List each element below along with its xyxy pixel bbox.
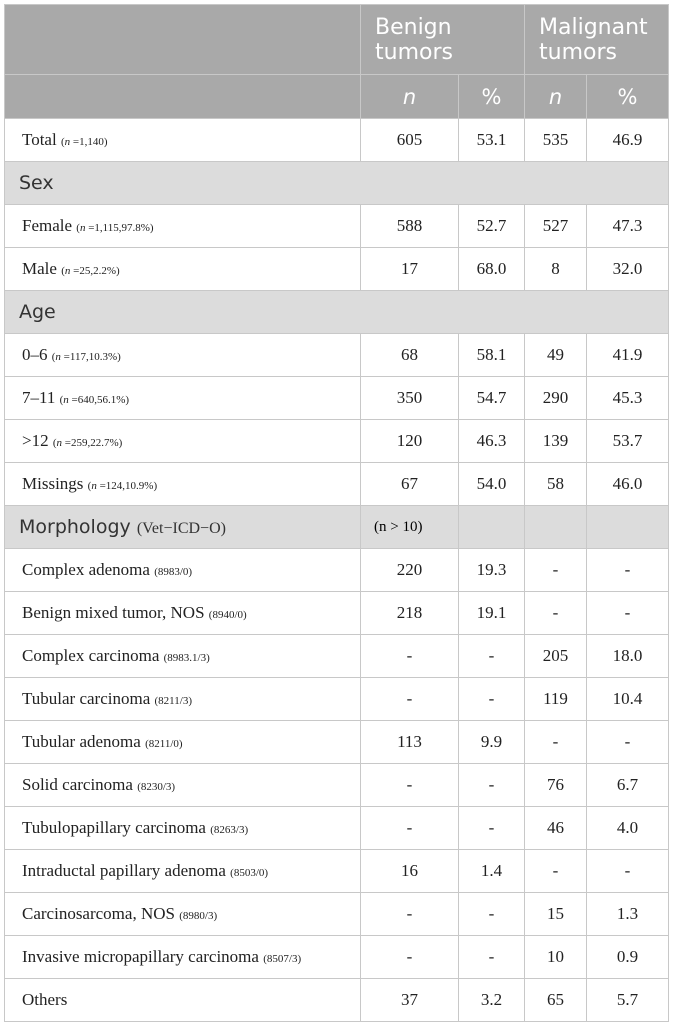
malignant-n: 527 <box>525 205 587 248</box>
malignant-n: - <box>525 721 587 764</box>
malignant-pct: 10.4 <box>587 678 669 721</box>
table-row <box>5 549 669 592</box>
benign-pct: 52.7 <box>459 205 525 248</box>
label-text: Tubulopapillary carcinoma <box>22 818 206 837</box>
benign-pct: - <box>459 678 525 721</box>
malignant-n: 205 <box>525 635 587 678</box>
benign-n: 218 <box>361 592 459 635</box>
benign-pct: 19.1 <box>459 592 525 635</box>
malignant-pct: 5.7 <box>587 979 669 1022</box>
malignant-pct: - <box>587 850 669 893</box>
section-sex <box>5 162 669 205</box>
row-label <box>5 205 361 248</box>
header-benign-n: n <box>361 75 459 119</box>
table-row <box>5 936 669 979</box>
row-label <box>5 248 361 291</box>
label-text: Missings <box>22 474 84 493</box>
benign-n: - <box>361 764 459 807</box>
malignant-pct: 47.3 <box>587 205 669 248</box>
label-text: Male <box>22 259 57 278</box>
benign-pct: - <box>459 936 525 979</box>
n-note: (n =25,2.2%) <box>61 265 120 277</box>
row-label <box>5 119 361 162</box>
label-text: Complex carcinoma <box>22 646 160 665</box>
benign-pct: - <box>459 635 525 678</box>
n-note: (n =124,10.9%) <box>87 480 158 492</box>
morphology-code: (8230/3) <box>137 781 176 793</box>
benign-pct: 68.0 <box>459 248 525 291</box>
benign-pct: - <box>459 893 525 936</box>
morphology-code: (8211/0) <box>145 738 183 750</box>
morphology-code: (8503/0) <box>230 867 269 879</box>
table-row <box>5 807 669 850</box>
malignant-pct: 0.9 <box>587 936 669 979</box>
label-text: Others <box>22 990 68 1009</box>
malignant-n: 46 <box>525 807 587 850</box>
malignant-n: 76 <box>525 764 587 807</box>
row-label <box>5 764 361 807</box>
section-title-sex: Sex <box>5 162 669 205</box>
morphology-code: (8507/3) <box>263 953 302 965</box>
section-title-age: Age <box>5 291 669 334</box>
benign-n: 605 <box>361 119 459 162</box>
n-note: (n =1,115,97.8%) <box>76 222 154 234</box>
section-title-morphology <box>5 506 361 549</box>
malignant-pct: 45.3 <box>587 377 669 420</box>
malignant-n: 49 <box>525 334 587 377</box>
benign-n: 16 <box>361 850 459 893</box>
n-note: (n =1,140) <box>60 136 108 148</box>
morphology-code: (8980/3) <box>179 910 218 922</box>
benign-pct: 46.3 <box>459 420 525 463</box>
benign-pct: 1.4 <box>459 850 525 893</box>
morphology-code: (8983.1/3) <box>163 652 210 664</box>
malignant-n: - <box>525 850 587 893</box>
benign-pct: 3.2 <box>459 979 525 1022</box>
malignant-n: - <box>525 592 587 635</box>
benign-n: 120 <box>361 420 459 463</box>
malignant-pct: 32.0 <box>587 248 669 291</box>
morphology-code: (8983/0) <box>154 566 193 578</box>
row-label <box>5 936 361 979</box>
row-label <box>5 893 361 936</box>
row-label <box>5 334 361 377</box>
morphology-code: (8211/3) <box>154 695 192 707</box>
n-note: (n =117,10.3%) <box>51 351 121 363</box>
section-subtitle: (Vet−ICD−O) <box>136 520 226 537</box>
row-label <box>5 377 361 420</box>
benign-n: 68 <box>361 334 459 377</box>
header-blank <box>5 5 361 75</box>
row-label <box>5 721 361 764</box>
malignant-n: 15 <box>525 893 587 936</box>
header-row-groups <box>5 5 669 75</box>
label-text: 0–6 <box>22 345 48 364</box>
table-row <box>5 592 669 635</box>
header-blank-2 <box>5 75 361 119</box>
benign-pct: 58.1 <box>459 334 525 377</box>
table-row <box>5 764 669 807</box>
label-text: Tubular adenoma <box>22 732 141 751</box>
blank-cell <box>587 506 669 549</box>
table-row <box>5 893 669 936</box>
table-row <box>5 635 669 678</box>
table-row <box>5 248 669 291</box>
label-text: Invasive micropapillary carcinoma <box>22 947 259 966</box>
n-note: (n =640,56.1%) <box>59 394 130 406</box>
section-note: (n > 10) <box>361 506 459 549</box>
malignant-pct: - <box>587 592 669 635</box>
benign-n: 220 <box>361 549 459 592</box>
benign-n: - <box>361 807 459 850</box>
malignant-n: 65 <box>525 979 587 1022</box>
malignant-pct: 1.3 <box>587 893 669 936</box>
row-label <box>5 807 361 850</box>
benign-pct: - <box>459 764 525 807</box>
header-malignant: Malignant tumors <box>525 5 669 75</box>
malignant-pct: 53.7 <box>587 420 669 463</box>
blank-cell <box>525 506 587 549</box>
malignant-n: - <box>525 549 587 592</box>
label-text: Total <box>22 130 57 149</box>
label-text: Complex adenoma <box>22 560 150 579</box>
benign-n: 350 <box>361 377 459 420</box>
malignant-pct: 41.9 <box>587 334 669 377</box>
benign-n: 113 <box>361 721 459 764</box>
label-text: Intraductal papillary adenoma <box>22 861 226 880</box>
benign-pct: 19.3 <box>459 549 525 592</box>
malignant-pct: - <box>587 721 669 764</box>
malignant-n: 119 <box>525 678 587 721</box>
malignant-pct: - <box>587 549 669 592</box>
label-text: Carcinosarcoma, NOS <box>22 904 175 923</box>
benign-n: - <box>361 936 459 979</box>
row-label <box>5 463 361 506</box>
row-label <box>5 549 361 592</box>
malignant-n: 535 <box>525 119 587 162</box>
tumor-table <box>4 4 669 1022</box>
table-row <box>5 979 669 1022</box>
table-row <box>5 678 669 721</box>
row-label <box>5 635 361 678</box>
row-label <box>5 420 361 463</box>
row-label <box>5 678 361 721</box>
malignant-n: 58 <box>525 463 587 506</box>
malignant-pct: 6.7 <box>587 764 669 807</box>
blank-cell <box>459 506 525 549</box>
morphology-code: (8940/0) <box>208 609 247 621</box>
label-text: >12 <box>22 431 49 450</box>
malignant-pct: 4.0 <box>587 807 669 850</box>
section-title-text: Morphology <box>19 516 131 538</box>
header-benign-pct: % <box>459 75 525 119</box>
malignant-n: 139 <box>525 420 587 463</box>
malignant-n: 8 <box>525 248 587 291</box>
benign-n: 17 <box>361 248 459 291</box>
benign-n: 67 <box>361 463 459 506</box>
malignant-n: 290 <box>525 377 587 420</box>
section-morphology <box>5 506 669 549</box>
header-row-columns <box>5 75 669 119</box>
section-age <box>5 291 669 334</box>
benign-pct: 9.9 <box>459 721 525 764</box>
label-text: Benign mixed tumor, NOS <box>22 603 205 622</box>
label-text: Female <box>22 216 73 235</box>
label-text: 7–11 <box>22 388 56 407</box>
table-row <box>5 721 669 764</box>
malignant-n: 10 <box>525 936 587 979</box>
benign-n: - <box>361 635 459 678</box>
label-text: Tubular carcinoma <box>22 689 151 708</box>
benign-pct: 53.1 <box>459 119 525 162</box>
table-row <box>5 205 669 248</box>
malignant-pct: 18.0 <box>587 635 669 678</box>
benign-pct: - <box>459 807 525 850</box>
label-text: Solid carcinoma <box>22 775 133 794</box>
benign-n: - <box>361 893 459 936</box>
table-row <box>5 377 669 420</box>
benign-n: - <box>361 678 459 721</box>
benign-n: 37 <box>361 979 459 1022</box>
row-label <box>5 592 361 635</box>
morphology-code: (8263/3) <box>210 824 249 836</box>
benign-pct: 54.0 <box>459 463 525 506</box>
benign-n: 588 <box>361 205 459 248</box>
malignant-pct: 46.9 <box>587 119 669 162</box>
total-row <box>5 119 669 162</box>
table-row <box>5 420 669 463</box>
table-row <box>5 850 669 893</box>
malignant-pct: 46.0 <box>587 463 669 506</box>
row-label <box>5 850 361 893</box>
header-malignant-n: n <box>525 75 587 119</box>
morphology-rows <box>5 549 669 1022</box>
n-note: (n =259,22.7%) <box>52 437 123 449</box>
header-malignant-pct: % <box>587 75 669 119</box>
row-label <box>5 979 361 1022</box>
benign-pct: 54.7 <box>459 377 525 420</box>
table-row <box>5 334 669 377</box>
table-row <box>5 463 669 506</box>
header-benign: Benign tumors <box>361 5 525 75</box>
